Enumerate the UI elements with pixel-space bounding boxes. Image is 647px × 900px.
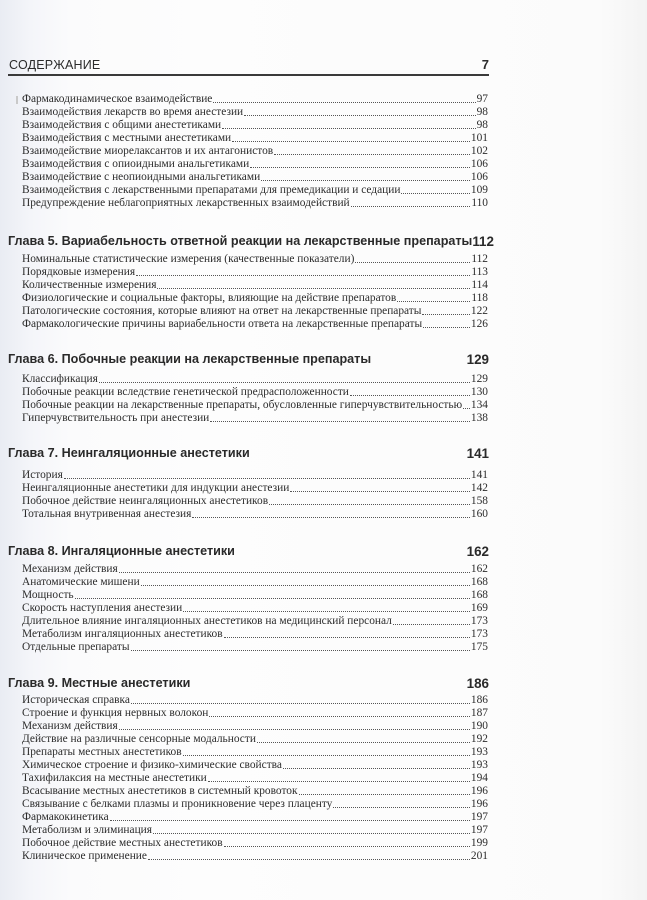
chapter-heading[interactable] xyxy=(8,352,489,368)
toc-entry[interactable]: Действие на различные сенсорные модальности 192 xyxy=(22,733,488,745)
dot-leader xyxy=(274,154,470,155)
toc-entry[interactable]: Гиперчувствительность при анестезии 138 xyxy=(22,412,488,424)
entry-page: 122 xyxy=(470,305,488,317)
entry-page: 112 xyxy=(471,253,488,265)
entry-page: 129 xyxy=(470,373,488,385)
dot-leader xyxy=(261,180,470,181)
toc-entry[interactable]: Длительное влияние ингаляционных анестетиков на медицинский персонал 173 xyxy=(22,615,488,627)
dot-leader xyxy=(397,301,470,302)
toc-entry[interactable]: Классификация 129 xyxy=(22,373,488,385)
entry-page: 194 xyxy=(470,772,488,784)
entry-page: 197 xyxy=(470,811,488,823)
dot-leader xyxy=(224,637,470,638)
entry-page: 196 xyxy=(470,798,488,810)
dot-leader xyxy=(283,768,470,769)
toc-entry[interactable]: Клиническое применение 201 xyxy=(22,850,488,862)
entry-page: 141 xyxy=(470,469,488,481)
toc-entry[interactable]: Предупреждение неблагоприятных лекарственных взаимодействий 110 xyxy=(22,197,488,209)
toc-entry[interactable]: Неингаляционные анестетики для индукции анестезии 142 xyxy=(22,482,488,494)
toc-entry[interactable]: Анатомические мишени 168 xyxy=(22,576,488,588)
chapter-heading[interactable] xyxy=(8,544,489,560)
entry-page: 102 xyxy=(470,145,488,157)
entry-page: 196 xyxy=(470,785,488,797)
toc-entry[interactable]: Побочное действие местных анестетиков 199 xyxy=(22,837,488,849)
entry-page: 169 xyxy=(470,602,488,614)
entry-page: 106 xyxy=(470,158,488,170)
entry-page: 113 xyxy=(471,266,488,278)
entry-page: 193 xyxy=(470,759,488,771)
chapter-title: Глава 6. Побочные реакции на лекарственные препараты xyxy=(8,352,372,366)
chapter-page: 141 xyxy=(466,446,489,461)
scan-artifact xyxy=(16,96,18,104)
dot-leader xyxy=(232,141,470,142)
toc-entry[interactable]: Отдельные препараты 175 xyxy=(22,641,488,653)
dot-leader xyxy=(269,504,470,505)
entry-page: 187 xyxy=(470,707,488,719)
toc-entry[interactable]: Патологические состояния, которые влияют на ответ на лекарственные препараты 122 xyxy=(22,305,488,317)
dot-leader xyxy=(136,275,470,276)
entry-page: 138 xyxy=(470,412,488,424)
entry-page: 118 xyxy=(471,292,488,304)
entry-page: 142 xyxy=(470,482,488,494)
toc-entry[interactable]: Химическое строение и физико-химические свойства 193 xyxy=(22,759,488,771)
toc-entry[interactable]: Фармакологические причины вариабельности ответа на лекарственные препараты 126 xyxy=(22,318,488,330)
entry-page: 173 xyxy=(470,628,488,640)
entry-page: 192 xyxy=(470,733,488,745)
dot-leader xyxy=(422,314,469,315)
dot-leader xyxy=(351,206,471,207)
entry-page: 98 xyxy=(476,119,488,131)
toc-entry[interactable]: Строение и функция нервных волокон 187 xyxy=(22,707,488,719)
entry-page: 197 xyxy=(470,824,488,836)
entry-page: 101 xyxy=(470,132,488,144)
dot-leader xyxy=(257,742,470,743)
dot-leader xyxy=(208,781,470,782)
dot-leader xyxy=(299,794,470,795)
entry-page: 130 xyxy=(470,386,488,398)
entry-page: 134 xyxy=(470,399,488,411)
dot-leader xyxy=(99,382,470,383)
chapter-page: 186 xyxy=(466,676,489,691)
toc-entry[interactable]: Всасывание местных анестетиков в системный кровоток 196 xyxy=(22,785,488,797)
dot-leader xyxy=(141,585,470,586)
chapter-heading[interactable] xyxy=(8,676,489,692)
entry-page: 106 xyxy=(470,171,488,183)
dot-leader xyxy=(210,421,470,422)
dot-leader xyxy=(463,408,470,409)
dot-leader xyxy=(183,611,470,612)
entry-page: 162 xyxy=(470,563,488,575)
entry-page: 173 xyxy=(470,615,488,627)
toc-entry[interactable]: Побочные реакции на лекарственные препараты, обусловленные гиперчувствительностью 134 xyxy=(22,399,488,411)
dot-leader xyxy=(64,478,470,479)
chapter-title: Глава 7. Неингаляционные анестетики xyxy=(8,446,250,460)
entry-page: 193 xyxy=(470,746,488,758)
dot-leader xyxy=(290,491,470,492)
dot-leader xyxy=(131,703,470,704)
entry-page: 126 xyxy=(470,318,488,330)
entry-page: 160 xyxy=(470,508,488,520)
entry-page: 186 xyxy=(470,694,488,706)
entry-page: 175 xyxy=(470,641,488,653)
chapter-title: Глава 5. Вариабельность ответной реакции на лекарственные препараты xyxy=(8,234,473,248)
dot-leader xyxy=(350,395,470,396)
toc-entry[interactable]: Метаболизм и элиминация 197 xyxy=(22,824,488,836)
toc-entry[interactable]: Скорость наступления анестезии 169 xyxy=(22,602,488,614)
dot-leader xyxy=(355,262,470,263)
toc-entry[interactable]: Механизм действия 190 xyxy=(22,720,488,732)
toc-entry[interactable]: Мощность 168 xyxy=(22,589,488,601)
entry-page: 190 xyxy=(470,720,488,732)
dot-leader xyxy=(192,517,470,518)
chapter-page: 112 xyxy=(472,234,494,249)
entry-page: 97 xyxy=(476,93,488,105)
dot-leader xyxy=(250,167,470,168)
entry-page: 114 xyxy=(471,279,488,291)
entry-page: 168 xyxy=(470,576,488,588)
dot-leader xyxy=(333,807,470,808)
toc-entry[interactable]: Взаимодействия с местными анестетиками 101 xyxy=(22,132,488,144)
toc-entry[interactable]: Порядковые измерения 113 xyxy=(22,266,488,278)
section-title: СОДЕРЖАНИЕ xyxy=(9,58,101,72)
running-header xyxy=(8,56,489,76)
toc-entry[interactable]: Взаимодействие миорелаксантов и их антагонистов 102 xyxy=(22,145,488,157)
toc-entry[interactable]: История 141 xyxy=(22,469,488,481)
entry-page: 109 xyxy=(470,184,488,196)
toc-entry[interactable]: Номинальные статистические измерения (качественные показатели) 112 xyxy=(22,253,488,265)
dot-leader xyxy=(148,859,470,860)
chapter-title: Глава 9. Местные анестетики xyxy=(8,676,191,690)
entry-page: 158 xyxy=(470,495,488,507)
toc-entry[interactable]: Взаимодействия лекарств во время анестезии 98 xyxy=(22,106,488,118)
toc-entry[interactable]: Препараты местных анестетиков 193 xyxy=(22,746,488,758)
dot-leader xyxy=(131,650,470,651)
toc-entry[interactable]: Связывание с белками плазмы и проникновение через плаценту 196 xyxy=(22,798,488,810)
toc-entry[interactable]: Побочные реакции вследствие генетической предрасположенности 130 xyxy=(22,386,488,398)
chapter-page: 162 xyxy=(466,544,489,559)
dot-leader xyxy=(153,833,470,834)
entry-page: 110 xyxy=(471,197,488,209)
chapter-heading[interactable] xyxy=(8,446,489,462)
dot-leader xyxy=(222,128,475,129)
dot-leader xyxy=(224,846,470,847)
page-number: 7 xyxy=(481,57,489,72)
dot-leader xyxy=(119,572,470,573)
entry-page: 168 xyxy=(470,589,488,601)
toc-entry[interactable]: Тотальная внутривенная анестезия 160 xyxy=(22,508,488,520)
dot-leader xyxy=(401,193,469,194)
dot-leader xyxy=(183,755,470,756)
toc-entry[interactable]: Фармакодинамическое взаимодействие 97 xyxy=(22,93,488,105)
dot-leader xyxy=(423,327,470,328)
dot-leader xyxy=(119,729,470,730)
toc-entry[interactable]: Тахифилаксия на местные анестетики 194 xyxy=(22,772,488,784)
dot-leader xyxy=(157,288,470,289)
toc-entry[interactable]: Взаимодействие с неопиоидными анальгетиками 106 xyxy=(22,171,488,183)
entry-page: 199 xyxy=(470,837,488,849)
entry-page: 201 xyxy=(470,850,488,862)
chapter-title: Глава 8. Ингаляционные анестетики xyxy=(8,544,235,558)
toc-entry[interactable]: Взаимодействия с общими анестетиками 98 xyxy=(22,119,488,131)
toc-entry[interactable]: Взаимодействия с опиоидными анальгетиками 106 xyxy=(22,158,488,170)
chapter-heading[interactable] xyxy=(8,234,494,250)
dot-leader xyxy=(209,716,470,717)
dot-leader xyxy=(393,624,470,625)
toc-entry[interactable]: Фармакокинетика 197 xyxy=(22,811,488,823)
toc-entry[interactable]: Физиологические и социальные факторы, влияющие на действие препаратов 118 xyxy=(22,292,488,304)
dot-leader xyxy=(213,102,475,103)
chapter-page: 129 xyxy=(466,352,489,367)
toc-entry[interactable]: Количественные измерения 114 xyxy=(22,279,488,291)
dot-leader xyxy=(75,598,470,599)
toc-entry[interactable]: Побочное действие неингаляционных анестетиков 158 xyxy=(22,495,488,507)
toc-entry[interactable]: Механизм действия 162 xyxy=(22,563,488,575)
dot-leader xyxy=(110,820,470,821)
dot-leader xyxy=(244,115,475,116)
entry-page: 98 xyxy=(476,106,488,118)
toc-entry[interactable]: Взаимодействия с лекарственными препаратами для премедикации и седации 109 xyxy=(22,184,488,196)
toc-entry[interactable]: Историческая справка 186 xyxy=(22,694,488,706)
toc-entry[interactable]: Метаболизм ингаляционных анестетиков 173 xyxy=(22,628,488,640)
